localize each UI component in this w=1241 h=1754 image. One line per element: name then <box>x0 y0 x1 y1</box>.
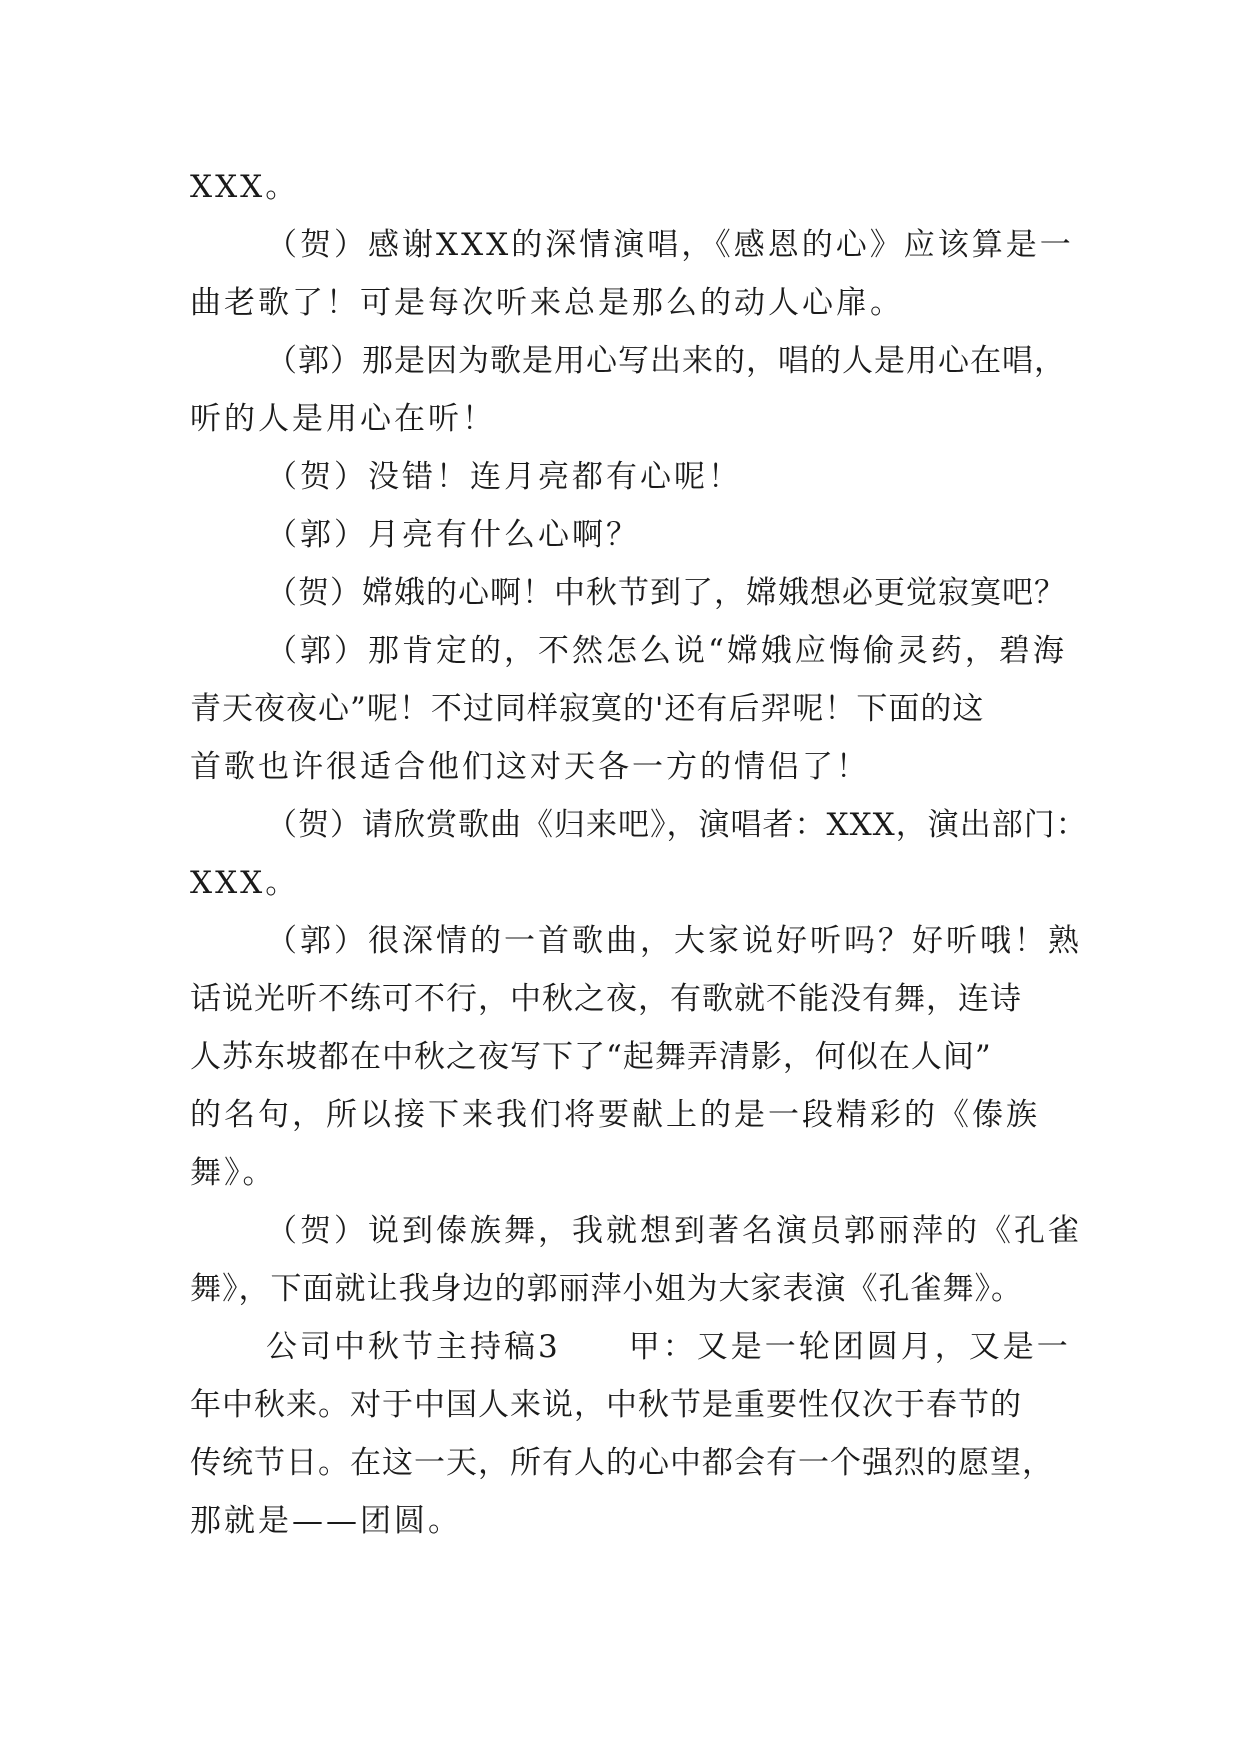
text-line: XXX。 <box>190 169 300 205</box>
document-body <box>190 158 1088 1550</box>
paragraph-line: （郭）很深情的一首歌曲，大家说好听吗？好听哦！熟 <box>266 923 1082 959</box>
paragraph-line: （郭）那肯定的，不然怎么说“嫦娥应悔偷灵药，碧海 <box>266 633 1067 669</box>
text-line: 那就是——团圆。 <box>190 1503 462 1539</box>
paragraph-line: （贺）嫦娥的心啊！中秋节到了，嫦娥想必更觉寂寞吧？ <box>266 575 1066 611</box>
paragraph-line: （贺）感谢XXX的深情演唱，《感恩的心》应该算是一 <box>266 227 1074 263</box>
text-line: 曲老歌了！可是每次听来总是那么的动人心扉。 <box>190 285 904 321</box>
paragraph-line: （贺）说到傣族舞，我就想到著名演员郭丽萍的《孔雀 <box>266 1213 1082 1249</box>
text-line: 听的人是用心在听！ <box>190 401 496 437</box>
text-line: 舞》，下面就让我身边的郭丽萍小姐为大家表演《孔雀舞》。 <box>190 1271 1023 1307</box>
text-line: 年中秋来。对于中国人来说，中秋节是重要性仅次于春节的 <box>190 1387 1022 1423</box>
text-line: 话说光听不练可不行，中秋之夜，有歌就不能没有舞，连诗 <box>190 981 1022 1017</box>
section-heading-line: 公司中秋节主持稿3 甲：又是一轮团圆月，又是一 <box>266 1329 1071 1365</box>
paragraph-line: （贺）请欣赏歌曲《归来吧》，演唱者：XXX，演出部门： <box>266 807 1088 843</box>
text-line: 传统节日。在这一天，所有人的心中都会有一个强烈的愿望， <box>190 1445 1054 1481</box>
text-line: 人苏东坡都在中秋之夜写下了“起舞弄清影，何似在人间” <box>190 1039 992 1075</box>
text-line: 的名句，所以接下来我们将要献上的是一段精彩的《傣族 <box>190 1097 1040 1133</box>
paragraph-line: （贺）没错！连月亮都有心呢！ <box>266 459 742 495</box>
text-line: 青天夜夜心”呢！不过同样寂寞的'还有后羿呢！下面的这 <box>190 691 985 727</box>
paragraph-line: （郭）月亮有什么心啊？ <box>266 517 640 553</box>
text-line: 首歌也许很适合他们这对天各一方的情侣了！ <box>190 749 870 785</box>
paragraph-line: （郭）那是因为歌是用心写出来的，唱的人是用心在唱， <box>266 343 1066 379</box>
text-line: XXX。 <box>190 865 300 901</box>
text-line: 舞》。 <box>190 1155 277 1191</box>
